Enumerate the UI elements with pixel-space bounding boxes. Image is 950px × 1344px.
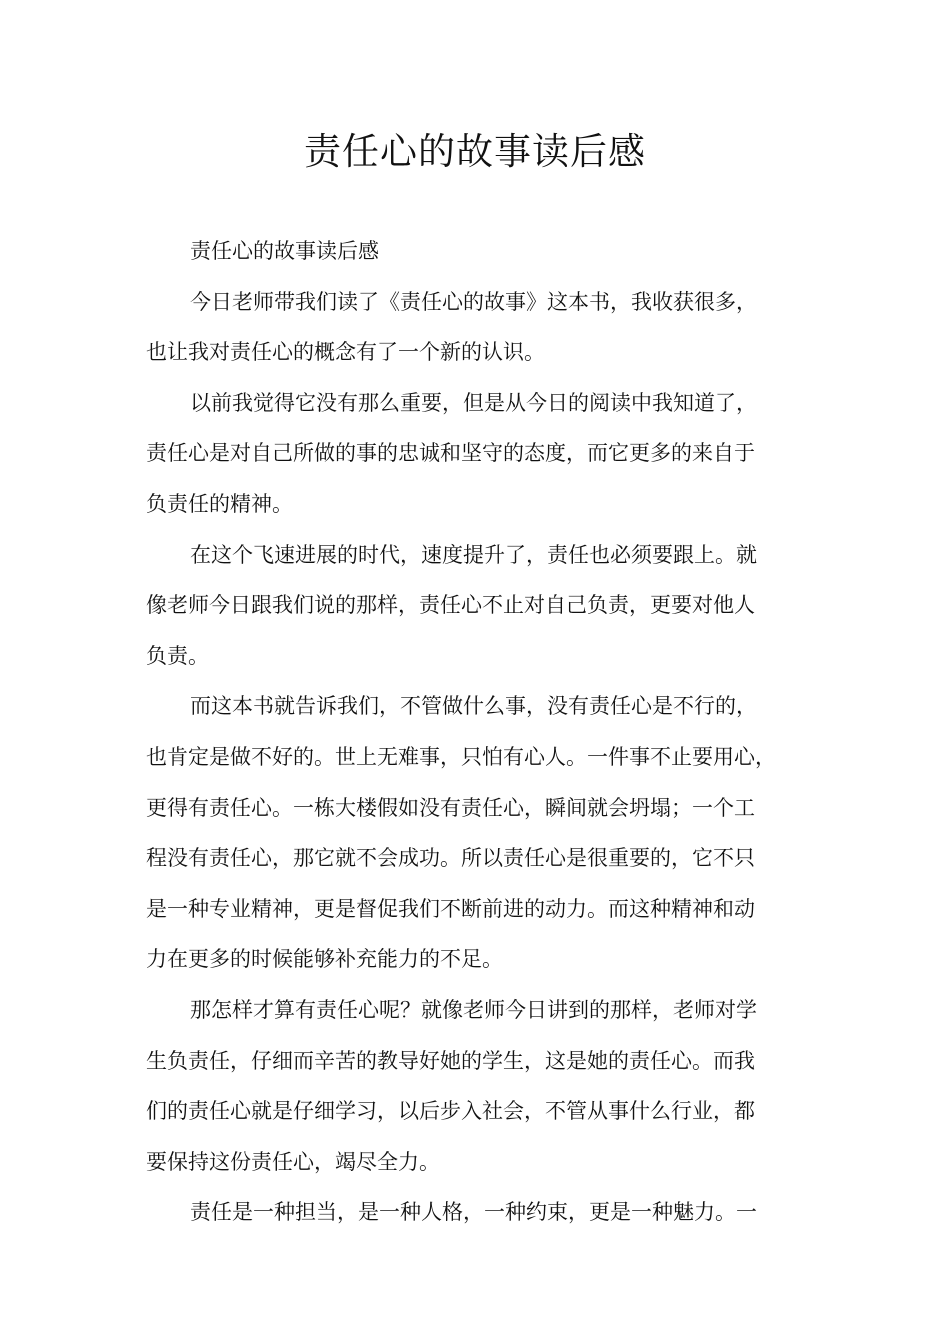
text-line: 责任心的故事读后感 — [190, 239, 379, 263]
text-line: 在这个飞速进展的时代，速度提升了，责任也必须要跟上。就 — [190, 542, 757, 567]
text-line: 力在更多的时候能够补充能力的不足。 — [146, 947, 503, 972]
paragraph-3 — [146, 530, 806, 682]
paragraph-5 — [146, 985, 806, 1187]
text-line: 那怎样才算有责任心呢？就像老师今日讲到的那样，老师对学 — [190, 997, 757, 1022]
document-body — [146, 226, 806, 1238]
text-line: 们的责任心就是仔细学习，以后步入社会，不管从事什么行业，都 — [146, 1099, 755, 1124]
paragraph-1 — [146, 277, 806, 378]
document-title: 责任心的故事读后感 — [304, 130, 646, 173]
paragraph-subtitle — [146, 226, 806, 277]
text-line: 而这本书就告诉我们，不管做什么事，没有责任心是不行的， — [190, 694, 757, 719]
paragraph-6 — [146, 1187, 806, 1238]
text-line: 更得有责任心。一栋大楼假如没有责任心，瞬间就会坍塌；一个工 — [146, 795, 755, 820]
text-line: 以前我觉得它没有那么重要，但是从今日的阅读中我知道了， — [190, 390, 757, 415]
text-line: 要保持这份责任心，竭尽全力。 — [146, 1149, 440, 1174]
text-line: 负责任的精神。 — [146, 491, 293, 516]
text-line: 也肯定是做不好的。世上无难事，只怕有心人。一件事不止要用心， — [146, 744, 776, 769]
text-line: 程没有责任心，那它就不会成功。所以责任心是很重要的，它不只 — [146, 846, 755, 871]
paragraph-2 — [146, 378, 806, 530]
paragraph-4 — [146, 681, 806, 985]
text-line: 负责。 — [146, 643, 209, 668]
text-line: 像老师今日跟我们说的那样，责任心不止对自己负责，更要对他人 — [146, 593, 755, 618]
text-line: 责任心是对自己所做的事的忠诚和坚守的态度，而它更多的来自于 — [146, 441, 755, 466]
text-line: 责任是一种担当，是一种人格，一种约束，更是一种魅力。一 — [190, 1200, 757, 1225]
text-line: 是一种专业精神，更是督促我们不断前进的动力。而这种精神和动 — [146, 896, 755, 921]
text-line: 今日老师带我们读了《责任心的故事》这本书，我收获很多， — [190, 289, 757, 314]
text-line: 生负责任，仔细而辛苦的教导好她的学生，这是她的责任心。而我 — [146, 1048, 755, 1073]
text-line: 也让我对责任心的概念有了一个新的认识。 — [146, 340, 545, 365]
